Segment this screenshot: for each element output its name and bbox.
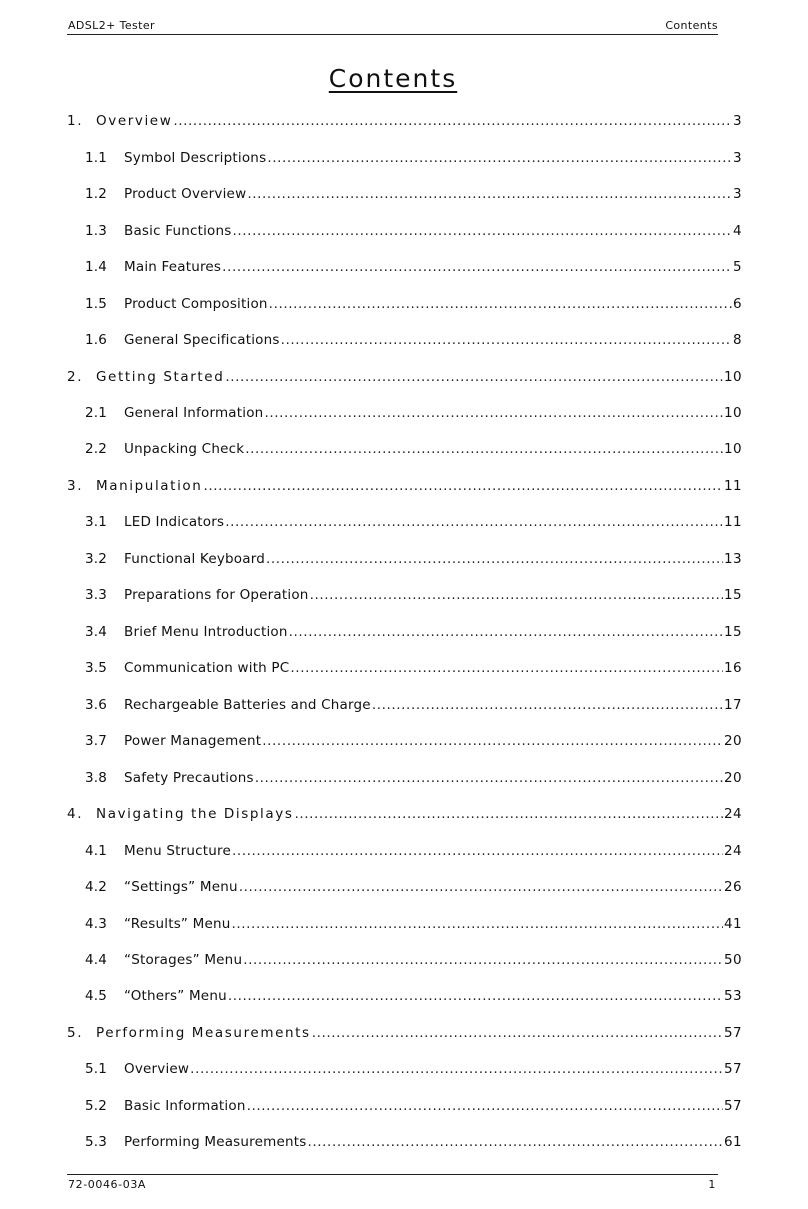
toc-entry-number: 3.1	[85, 514, 108, 531]
toc-dot-leader	[372, 697, 723, 713]
toc-dot-leader	[239, 879, 723, 895]
toc-entry-number: 4.5	[85, 988, 108, 1005]
toc-section-entry[interactable]	[67, 1088, 742, 1124]
toc-section-entry[interactable]	[67, 431, 742, 467]
toc-section-entry[interactable]	[67, 322, 742, 358]
toc-entry-title: Performing Measurements	[124, 1134, 307, 1151]
toc-entry-title: Preparations for Operation	[124, 587, 309, 604]
table-of-contents	[67, 103, 742, 1161]
footer-doc-number: 72-0046-03A	[68, 1178, 147, 1191]
toc-section-entry[interactable]	[67, 759, 742, 795]
toc-dot-leader	[228, 988, 723, 1004]
toc-dot-leader	[245, 441, 723, 457]
toc-entry-number: 4.1	[85, 842, 108, 859]
page-title: Contents	[328, 64, 458, 93]
toc-page-number: 15	[724, 587, 742, 604]
toc-section-entry[interactable]	[67, 869, 742, 905]
toc-dot-leader	[310, 587, 723, 603]
toc-dot-leader	[307, 1134, 723, 1150]
toc-section-entry[interactable]	[67, 614, 742, 650]
toc-page-number: 10	[724, 404, 742, 421]
toc-page-number: 16	[724, 660, 742, 677]
toc-section-entry[interactable]	[67, 395, 742, 431]
toc-dot-leader	[267, 150, 732, 166]
toc-entry-title: General Information	[124, 404, 264, 421]
toc-entry-number: 1.2	[85, 186, 108, 203]
toc-page-number: 6	[733, 295, 742, 312]
toc-page-number: 61	[724, 1134, 742, 1151]
toc-entry-title: Menu Structure	[124, 842, 231, 859]
toc-section-entry[interactable]	[67, 1051, 742, 1087]
toc-entry-title: “Others” Menu	[124, 988, 227, 1005]
toc-dot-leader	[266, 551, 723, 567]
toc-dot-leader	[262, 733, 723, 749]
toc-section-entry[interactable]	[67, 139, 742, 175]
toc-page-number: 53	[724, 988, 742, 1005]
toc-entry-number: 5.3	[85, 1134, 108, 1151]
page-header	[67, 19, 718, 35]
toc-entry-number: 3.2	[85, 550, 108, 567]
toc-section-entry[interactable]	[67, 905, 742, 941]
toc-page-number: 11	[724, 514, 742, 531]
toc-dot-leader	[233, 223, 733, 239]
toc-dot-leader	[264, 405, 723, 421]
toc-section-entry[interactable]	[67, 212, 742, 248]
toc-entry-number: 3.6	[85, 696, 108, 713]
toc-page-number: 26	[724, 879, 742, 896]
toc-page-number: 8	[733, 332, 742, 349]
toc-entry-title: Safety Precautions	[124, 769, 254, 786]
toc-entry-number: 1.3	[85, 222, 108, 239]
toc-dot-leader	[222, 259, 732, 275]
toc-entry-number: 2.1	[85, 404, 108, 421]
toc-entry-title: Main Features	[124, 259, 222, 276]
page-footer	[67, 1174, 718, 1191]
toc-entry-title: Navigating the Displays	[96, 806, 294, 823]
toc-entry-number: 5.	[67, 1024, 84, 1041]
toc-chapter-entry[interactable]	[67, 1015, 742, 1051]
toc-page-number: 50	[724, 952, 742, 969]
toc-page-number: 3	[733, 149, 742, 166]
toc-entry-number: 3.	[67, 477, 84, 494]
toc-entry-number: 1.5	[85, 295, 108, 312]
toc-entry-title: Symbol Descriptions	[124, 149, 267, 166]
toc-chapter-entry[interactable]	[67, 796, 742, 832]
toc-entry-title: Functional Keyboard	[124, 550, 265, 567]
toc-dot-leader	[289, 624, 723, 640]
toc-section-entry[interactable]	[67, 1124, 742, 1160]
toc-entry-title: Brief Menu Introduction	[124, 623, 288, 640]
toc-page-number: 20	[724, 733, 742, 750]
toc-entry-number: 3.7	[85, 733, 108, 750]
toc-section-entry[interactable]	[67, 249, 742, 285]
toc-section-entry[interactable]	[67, 541, 742, 577]
toc-entry-title: Performing Measurements	[96, 1024, 311, 1041]
toc-page-number: 20	[724, 769, 742, 786]
toc-dot-leader	[269, 296, 732, 312]
footer-page-number: 1	[708, 1178, 716, 1191]
toc-dot-leader	[281, 332, 732, 348]
toc-entry-title: General Specifications	[124, 332, 280, 349]
toc-section-entry[interactable]	[67, 577, 742, 613]
toc-page-number: 41	[724, 915, 742, 932]
header-section-title: Contents	[665, 19, 718, 32]
toc-entry-number: 4.	[67, 806, 84, 823]
toc-entry-number: 1.6	[85, 332, 108, 349]
toc-dot-leader	[243, 952, 723, 968]
toc-entry-title: Basic Information	[124, 1097, 246, 1114]
toc-page-number: 24	[724, 806, 742, 823]
toc-dot-leader	[173, 113, 732, 129]
toc-entry-number: 3.3	[85, 587, 108, 604]
toc-entry-title: LED Indicators	[124, 514, 225, 531]
toc-entry-title: Overview	[124, 1061, 190, 1078]
toc-page-number: 11	[724, 477, 742, 494]
toc-dot-leader	[203, 478, 723, 494]
toc-entry-title: Unpacking Check	[124, 441, 245, 458]
toc-page-number: 57	[724, 1097, 742, 1114]
toc-entry-number: 3.5	[85, 660, 108, 677]
toc-dot-leader	[225, 514, 723, 530]
toc-entry-number: 3.8	[85, 769, 108, 786]
toc-entry-title: Product Overview	[124, 186, 247, 203]
toc-section-entry[interactable]	[67, 650, 742, 686]
toc-entry-number: 1.4	[85, 259, 108, 276]
toc-chapter-entry[interactable]	[67, 358, 742, 394]
toc-entry-number: 3.4	[85, 623, 108, 640]
toc-entry-number: 5.1	[85, 1061, 108, 1078]
toc-page-number: 57	[724, 1024, 742, 1041]
header-doc-title: ADSL2+ Tester	[68, 19, 155, 32]
toc-page-number: 24	[724, 842, 742, 859]
toc-entry-title: “Settings” Menu	[124, 879, 238, 896]
toc-page-number: 10	[724, 368, 742, 385]
toc-section-entry[interactable]	[67, 176, 742, 212]
toc-entry-number: 4.3	[85, 915, 108, 932]
toc-chapter-entry[interactable]	[67, 103, 742, 139]
toc-dot-leader	[247, 1098, 723, 1114]
toc-section-entry[interactable]	[67, 978, 742, 1014]
toc-entry-title: Basic Functions	[124, 222, 232, 239]
toc-entry-number: 5.2	[85, 1097, 108, 1114]
toc-entry-title: “Storages” Menu	[124, 952, 243, 969]
toc-page-number: 4	[733, 222, 742, 239]
toc-entry-title: Communication with PC	[124, 660, 290, 677]
toc-page-number: 10	[724, 441, 742, 458]
toc-section-entry[interactable]	[67, 942, 742, 978]
toc-dot-leader	[231, 916, 723, 932]
toc-page-number: 13	[724, 550, 742, 567]
toc-dot-leader	[232, 843, 723, 859]
toc-entry-number: 4.4	[85, 952, 108, 969]
toc-dot-leader	[225, 369, 723, 385]
toc-dot-leader	[294, 806, 723, 822]
toc-dot-leader	[190, 1061, 723, 1077]
toc-page-number: 3	[733, 113, 742, 130]
toc-dot-leader	[247, 186, 732, 202]
toc-entry-title: “Results” Menu	[124, 915, 231, 932]
toc-dot-leader	[255, 770, 723, 786]
toc-entry-title: Rechargeable Batteries and Charge	[124, 696, 371, 713]
toc-section-entry[interactable]	[67, 832, 742, 868]
toc-entry-number: 4.2	[85, 879, 108, 896]
toc-section-entry[interactable]	[67, 504, 742, 540]
toc-entry-title: Getting Started	[96, 368, 225, 385]
toc-chapter-entry[interactable]	[67, 468, 742, 504]
toc-entry-title: Power Management	[124, 733, 262, 750]
toc-entry-title: Product Composition	[124, 295, 268, 312]
toc-entry-number: 2.2	[85, 441, 108, 458]
toc-entry-number: 1.	[67, 113, 84, 130]
toc-page-number: 3	[733, 186, 742, 203]
toc-entry-title: Overview	[96, 113, 173, 130]
toc-page-number: 57	[724, 1061, 742, 1078]
toc-dot-leader	[290, 660, 723, 676]
toc-section-entry[interactable]	[67, 723, 742, 759]
toc-entry-number: 1.1	[85, 149, 108, 166]
toc-section-entry[interactable]	[67, 687, 742, 723]
toc-entry-title: Manipulation	[96, 477, 203, 494]
toc-section-entry[interactable]	[67, 285, 742, 321]
toc-page-number: 5	[733, 259, 742, 276]
page-title-wrap	[0, 64, 786, 93]
toc-page-number: 15	[724, 623, 742, 640]
toc-page-number: 17	[724, 696, 742, 713]
toc-dot-leader	[312, 1025, 723, 1041]
toc-entry-number: 2.	[67, 368, 84, 385]
